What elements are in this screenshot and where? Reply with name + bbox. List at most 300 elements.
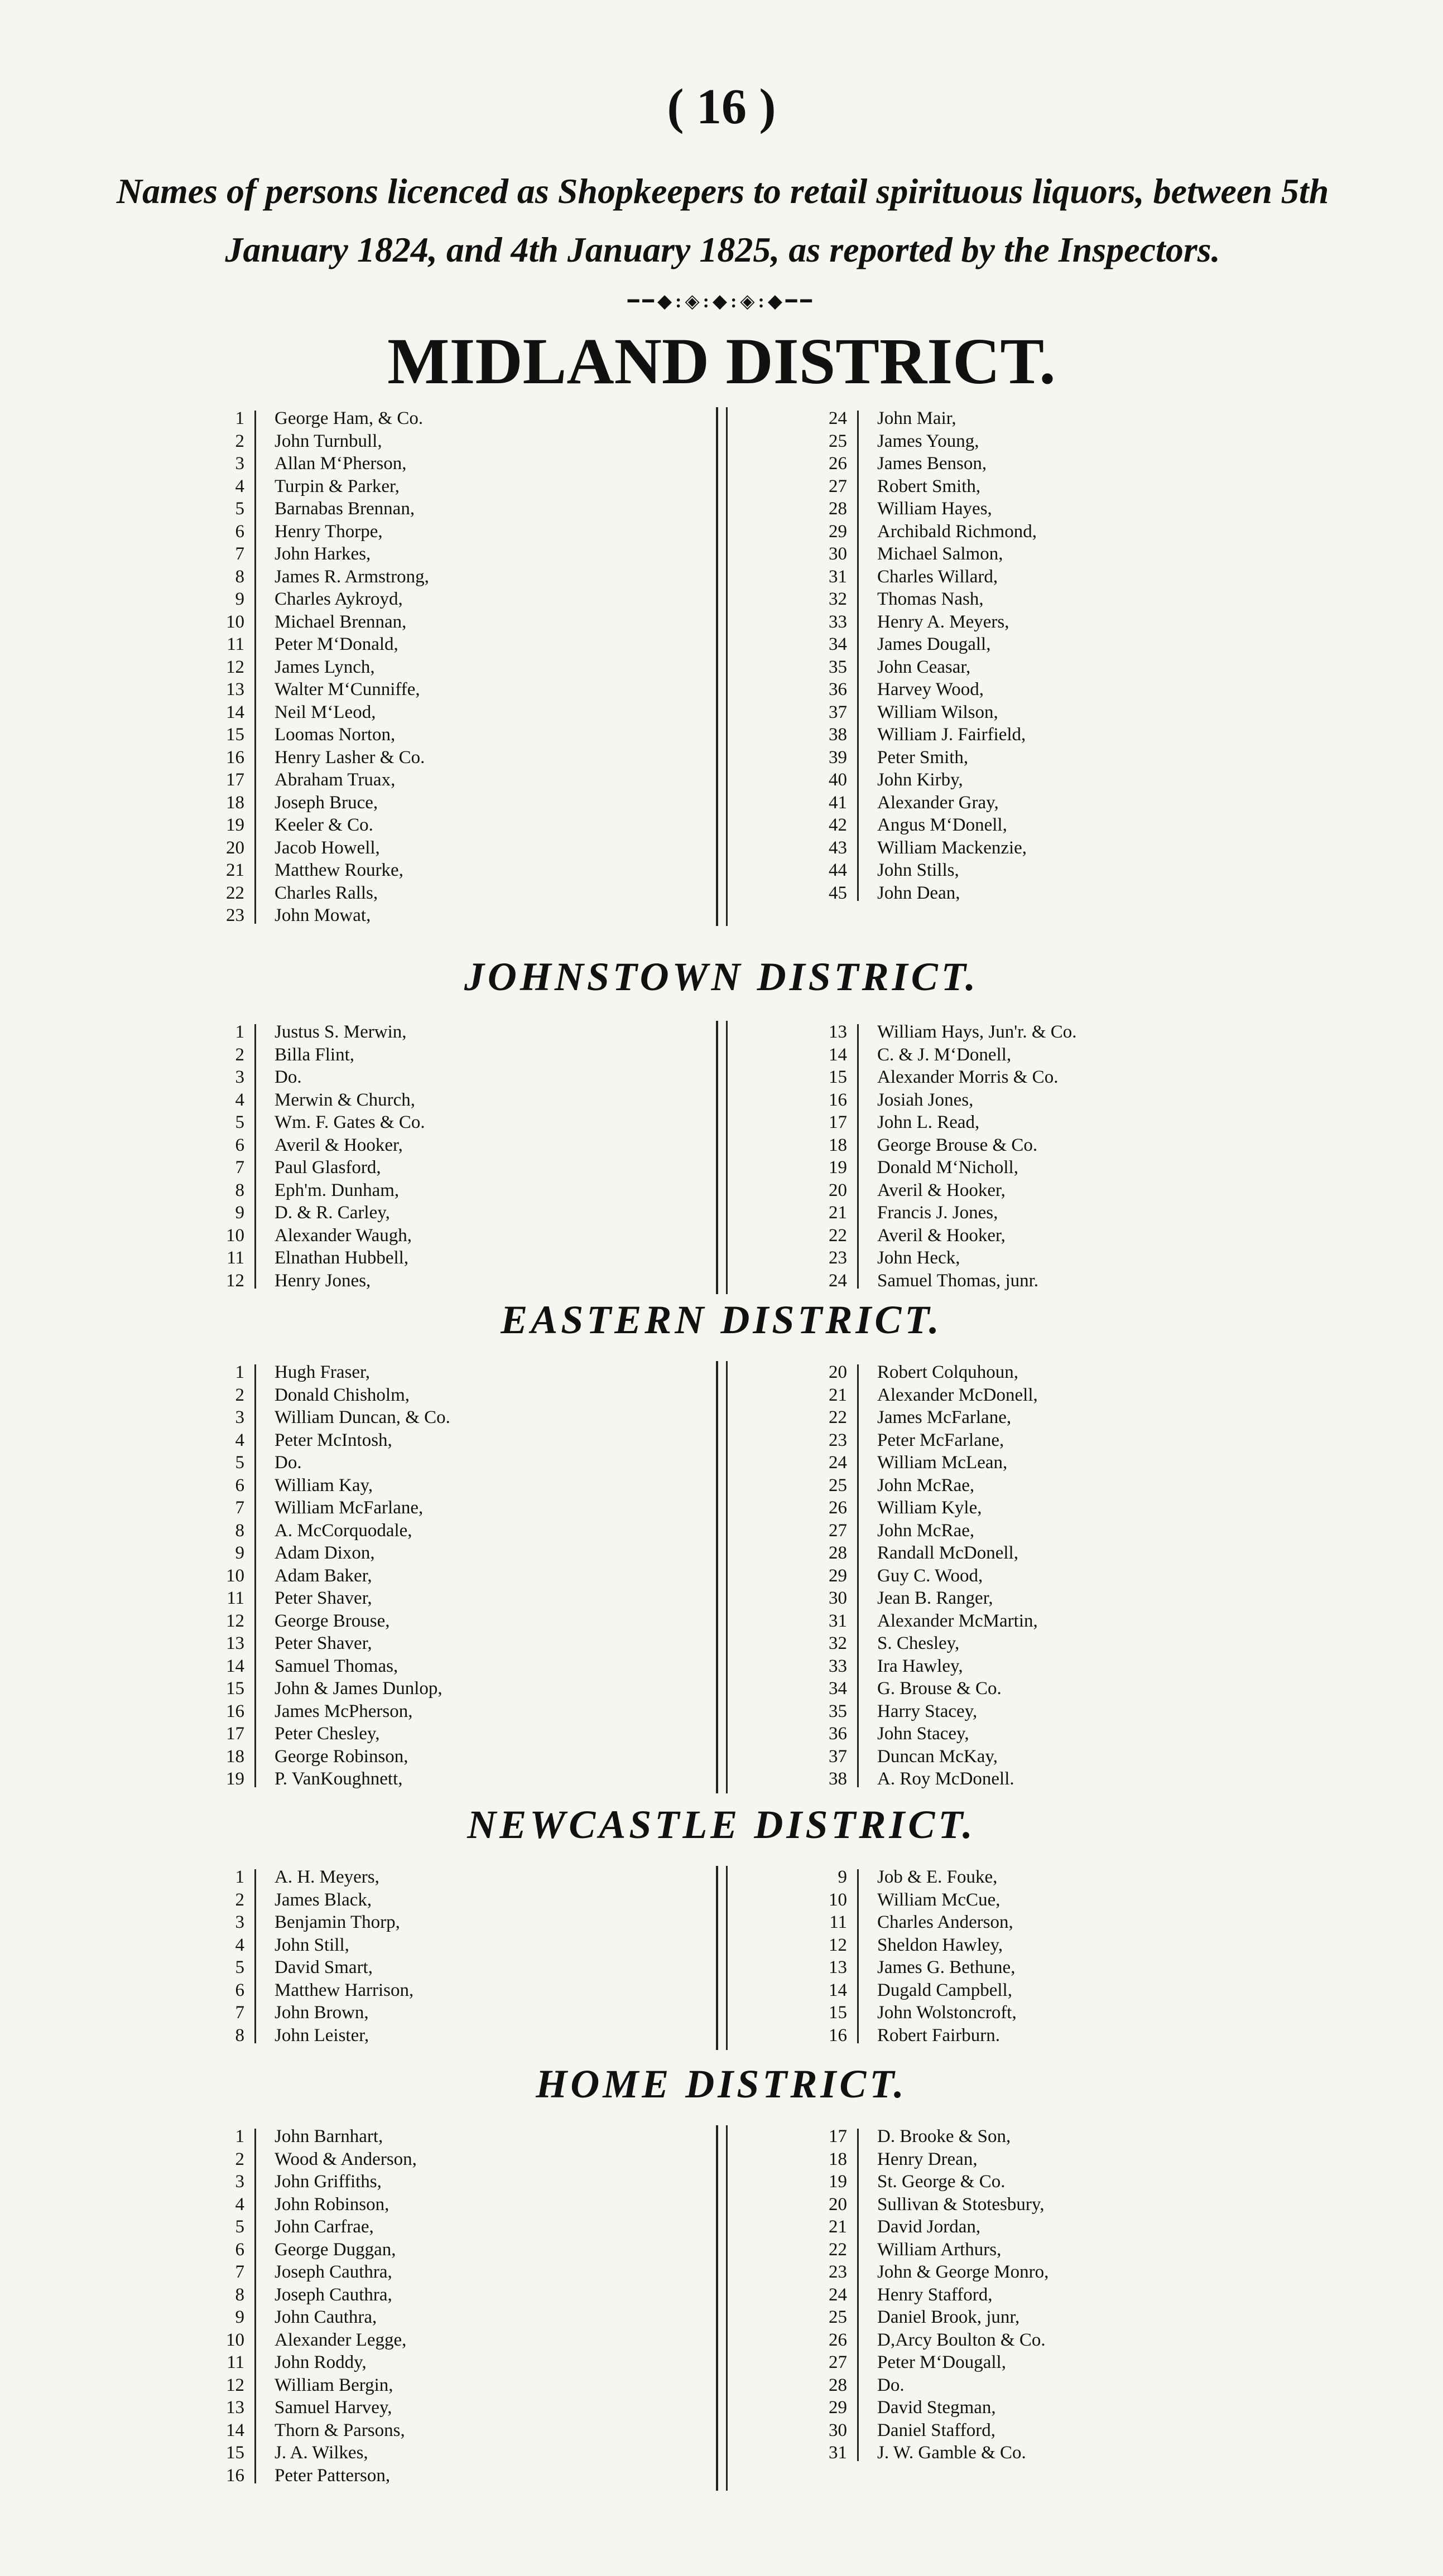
entry-number: 8 bbox=[235, 2025, 244, 2046]
list-item bbox=[212, 1587, 714, 1610]
list-item bbox=[212, 1956, 714, 1979]
johnstown-left-list bbox=[212, 1021, 714, 1292]
list-item bbox=[815, 2193, 1317, 2216]
licensee-name: David Jordan, bbox=[877, 2217, 981, 2237]
licensee-name: John Mowat, bbox=[275, 905, 371, 925]
list-item bbox=[212, 2284, 714, 2307]
entry-number: 37 bbox=[829, 702, 847, 722]
list-item bbox=[212, 2216, 714, 2239]
list-item bbox=[815, 1565, 1317, 1588]
licensee-name: Samuel Harvey, bbox=[275, 2397, 392, 2418]
entry-number: 30 bbox=[829, 544, 847, 564]
list-item bbox=[212, 1156, 714, 1179]
list-item bbox=[815, 543, 1317, 566]
entry-number: 3 bbox=[235, 1912, 244, 1932]
licensee-name: Robert Fairburn. bbox=[877, 2025, 1000, 2046]
licensee-name: Henry Thorpe, bbox=[275, 521, 383, 542]
entry-number: 25 bbox=[829, 1475, 847, 1496]
list-item bbox=[815, 859, 1317, 882]
entry-number: 14 bbox=[226, 702, 244, 722]
list-item bbox=[815, 1542, 1317, 1565]
licensee-name: Peter McFarlane, bbox=[877, 1430, 1004, 1450]
entry-number: 11 bbox=[227, 2352, 244, 2372]
entry-number: 20 bbox=[829, 1180, 847, 1200]
entry-number: 1 bbox=[235, 1867, 244, 1887]
list-item bbox=[815, 1632, 1317, 1655]
list-item bbox=[212, 2396, 714, 2419]
list-item bbox=[212, 1632, 714, 1655]
licensee-name: Jean B. Ranger, bbox=[877, 1588, 993, 1608]
list-item bbox=[815, 2419, 1317, 2442]
entry-number: 21 bbox=[829, 1203, 847, 1223]
list-item bbox=[815, 1202, 1317, 1224]
entry-number: 28 bbox=[829, 2375, 847, 2395]
list-item bbox=[815, 1519, 1317, 1542]
list-item bbox=[212, 1979, 714, 2002]
list-item bbox=[212, 566, 714, 588]
district-title-johnstown: JOHNSTOWN DISTRICT. bbox=[464, 954, 979, 999]
list-item bbox=[815, 1156, 1317, 1179]
list-item bbox=[815, 1134, 1317, 1157]
list-item bbox=[212, 2306, 714, 2329]
entry-number: 8 bbox=[235, 1520, 244, 1541]
list-item bbox=[815, 2261, 1317, 2284]
entry-number: 6 bbox=[235, 521, 244, 542]
list-item bbox=[212, 520, 714, 543]
entry-number: 4 bbox=[235, 1089, 244, 1110]
list-item bbox=[212, 1655, 714, 1678]
list-item bbox=[212, 1542, 714, 1565]
list-item bbox=[815, 2170, 1317, 2193]
entry-number: 15 bbox=[226, 1678, 244, 1699]
licensee-name: David Smart, bbox=[275, 1957, 373, 1977]
licensee-name: James Lynch, bbox=[275, 657, 375, 677]
list-item bbox=[212, 430, 714, 453]
licensee-name: Daniel Stafford, bbox=[877, 2420, 996, 2440]
entry-number: 13 bbox=[226, 1633, 244, 1653]
entry-number: 10 bbox=[226, 1225, 244, 1246]
list-item bbox=[815, 588, 1317, 611]
entry-number: 5 bbox=[235, 1112, 244, 1132]
list-item bbox=[212, 1134, 714, 1157]
entry-number: 2 bbox=[235, 1385, 244, 1405]
home-right-list bbox=[815, 2125, 1317, 2464]
list-item bbox=[815, 2216, 1317, 2239]
licensee-name: William J. Fairfield, bbox=[877, 725, 1026, 745]
list-item bbox=[212, 588, 714, 611]
list-item bbox=[815, 1723, 1317, 1745]
entry-number: 20 bbox=[829, 1362, 847, 1382]
entry-number: 14 bbox=[829, 1980, 847, 2000]
district-title-eastern: EASTERN DISTRICT. bbox=[501, 1297, 942, 1342]
list-item bbox=[815, 1979, 1317, 2002]
list-item bbox=[815, 1497, 1317, 1519]
licensee-name: John L. Read, bbox=[877, 1112, 980, 1132]
entry-number: 17 bbox=[226, 1724, 244, 1744]
licensee-name: James R. Armstrong, bbox=[275, 566, 429, 587]
licensee-name: Peter Smith, bbox=[877, 747, 969, 768]
list-item bbox=[212, 407, 714, 430]
licensee-name: D,Arcy Boulton & Co. bbox=[877, 2329, 1046, 2350]
list-item bbox=[212, 1384, 714, 1407]
list-item bbox=[212, 1270, 714, 1292]
licensee-name: James McFarlane, bbox=[877, 1407, 1012, 1427]
licensee-name: John Harkes, bbox=[275, 544, 371, 564]
list-item bbox=[815, 1066, 1317, 1089]
list-item bbox=[212, 2374, 714, 2397]
licensee-name: William Wilson, bbox=[877, 702, 998, 722]
entry-number: 7 bbox=[235, 544, 244, 564]
list-item bbox=[815, 633, 1317, 656]
licensee-name: Alexander Legge, bbox=[275, 2329, 407, 2350]
column-divider bbox=[716, 1021, 728, 1294]
licensee-name: Joseph Bruce, bbox=[275, 792, 378, 813]
list-item bbox=[212, 656, 714, 679]
licensee-name: Henry Drean, bbox=[877, 2149, 978, 2169]
column-divider bbox=[716, 2125, 728, 2491]
entry-number: 9 bbox=[838, 1867, 847, 1887]
list-item bbox=[212, 2024, 714, 2047]
licensee-name: Duncan McKay, bbox=[877, 1746, 998, 1767]
list-item bbox=[815, 723, 1317, 746]
licensee-name: Samuel Thomas, bbox=[275, 1656, 398, 1676]
list-item bbox=[212, 1451, 714, 1474]
list-item bbox=[815, 1270, 1317, 1292]
licensee-name: D. & R. Carley, bbox=[275, 1203, 390, 1223]
licensee-name: Francis J. Jones, bbox=[877, 1203, 998, 1223]
licensee-name: Sheldon Hawley, bbox=[877, 1935, 1003, 1955]
entry-number: 6 bbox=[235, 2239, 244, 2260]
list-item bbox=[815, 1866, 1317, 1889]
entry-number: 12 bbox=[226, 1270, 244, 1291]
list-item bbox=[815, 1044, 1317, 1067]
entry-number: 12 bbox=[829, 1935, 847, 1955]
list-item bbox=[815, 746, 1317, 769]
entry-number: 44 bbox=[829, 860, 847, 880]
entry-number: 39 bbox=[829, 747, 847, 768]
licensee-name: Benjamin Thorp, bbox=[275, 1912, 400, 1932]
licensee-name: Averil & Hooker, bbox=[877, 1180, 1006, 1200]
entry-number: 15 bbox=[829, 2003, 847, 2023]
list-item bbox=[815, 407, 1317, 430]
list-item bbox=[815, 1956, 1317, 1979]
eastern-right-list bbox=[815, 1361, 1317, 1791]
entry-number: 20 bbox=[226, 837, 244, 858]
licensee-name: A. Roy McDonell. bbox=[877, 1769, 1014, 1789]
licensee-name: Henry A. Meyers, bbox=[877, 611, 1009, 632]
list-item bbox=[212, 1911, 714, 1934]
entry-number: 24 bbox=[829, 408, 847, 428]
licensee-name: Guy C. Wood, bbox=[877, 1565, 983, 1586]
licensee-name: Neil M‘Leod, bbox=[275, 702, 376, 722]
list-item bbox=[815, 430, 1317, 453]
entry-number: 25 bbox=[829, 2307, 847, 2327]
list-item bbox=[815, 1111, 1317, 1134]
list-item bbox=[815, 2351, 1317, 2374]
district-title-midland: MIDLAND DISTRICT. bbox=[387, 325, 1056, 398]
entry-number: 3 bbox=[235, 454, 244, 474]
entry-number: 5 bbox=[235, 499, 244, 519]
entry-number: 10 bbox=[829, 1889, 847, 1910]
licensee-name: John Dean, bbox=[877, 882, 960, 903]
entry-number: 4 bbox=[235, 476, 244, 496]
entry-number: 9 bbox=[235, 589, 244, 609]
licensee-name: Peter Shaver, bbox=[275, 1588, 372, 1608]
list-item bbox=[815, 2125, 1317, 2148]
licensee-name: George Brouse, bbox=[275, 1610, 390, 1631]
licensee-name: Peter M‘Dougall, bbox=[877, 2352, 1006, 2372]
list-item bbox=[815, 1406, 1317, 1429]
licensee-name: Henry Jones, bbox=[275, 1270, 371, 1291]
entry-number: 7 bbox=[235, 1157, 244, 1178]
entry-number: 45 bbox=[829, 882, 847, 903]
list-item bbox=[815, 452, 1317, 475]
entry-number: 17 bbox=[829, 2126, 847, 2146]
licensee-name: John Barnhart, bbox=[275, 2126, 383, 2146]
licensee-name: Josiah Jones, bbox=[877, 1089, 974, 1110]
licensee-name: Henry Lasher & Co. bbox=[275, 747, 425, 768]
entry-number: 16 bbox=[226, 2465, 244, 2486]
licensee-name: Charles Aykroyd, bbox=[275, 589, 403, 609]
licensee-name: Angus M‘Donell, bbox=[877, 815, 1007, 835]
page-heading bbox=[78, 162, 1367, 279]
licensee-name: Paul Glasford, bbox=[275, 1157, 381, 1178]
licensee-name: Ira Hawley, bbox=[877, 1656, 963, 1676]
licensee-name: John Heck, bbox=[877, 1248, 960, 1268]
licensee-name: Alexander McDonell, bbox=[877, 1385, 1038, 1405]
list-item bbox=[815, 611, 1317, 634]
list-item bbox=[815, 2442, 1317, 2464]
list-item bbox=[815, 678, 1317, 701]
entry-number: 17 bbox=[829, 1112, 847, 1132]
entry-number: 16 bbox=[829, 2025, 847, 2046]
entry-number: 10 bbox=[226, 2329, 244, 2350]
list-item bbox=[212, 2193, 714, 2216]
list-item bbox=[212, 1610, 714, 1633]
licensee-name: James Benson, bbox=[877, 454, 987, 474]
licensee-name: William Arthurs, bbox=[877, 2239, 1002, 2260]
list-item bbox=[212, 1044, 714, 1067]
licensee-name: Peter M‘Donald, bbox=[275, 634, 398, 654]
entry-number: 7 bbox=[235, 1498, 244, 1518]
list-item bbox=[815, 1474, 1317, 1497]
licensee-name: Sullivan & Stotesbury, bbox=[877, 2194, 1045, 2215]
entry-number: 12 bbox=[226, 657, 244, 677]
licensee-name: Abraham Truax, bbox=[275, 770, 396, 790]
licensee-name: Charles Willard, bbox=[877, 566, 998, 587]
entry-number: 34 bbox=[829, 1678, 847, 1699]
licensee-name: Do. bbox=[275, 1067, 302, 1087]
licensee-name: Jacob Howell, bbox=[275, 837, 380, 858]
licensee-name: Archibald Richmond, bbox=[877, 521, 1037, 542]
licensee-name: Turpin & Parker, bbox=[275, 476, 400, 496]
licensee-name: Barnabas Brennan, bbox=[275, 499, 415, 519]
list-item bbox=[212, 859, 714, 882]
entry-number: 28 bbox=[829, 1543, 847, 1563]
licensee-name: John Leister, bbox=[275, 2025, 369, 2046]
entry-number: 4 bbox=[235, 1430, 244, 1450]
list-item bbox=[815, 1429, 1317, 1452]
entry-number: 26 bbox=[829, 454, 847, 474]
licensee-name: Joseph Cauthra, bbox=[275, 2262, 392, 2282]
list-item bbox=[212, 792, 714, 814]
list-item bbox=[212, 2351, 714, 2374]
licensee-name: William McLean, bbox=[877, 1453, 1008, 1473]
licensee-name: Donald M‘Nicholl, bbox=[877, 1157, 1018, 1178]
list-item bbox=[212, 746, 714, 769]
entry-number: 2 bbox=[235, 1044, 244, 1065]
entry-number: 16 bbox=[226, 747, 244, 768]
licensee-name: S. Chesley, bbox=[877, 1633, 960, 1653]
entry-number: 21 bbox=[226, 860, 244, 880]
licensee-name: Thorn & Parsons, bbox=[275, 2420, 405, 2440]
licensee-name: G. Brouse & Co. bbox=[877, 1678, 1002, 1699]
heading-line-2: January 1824, and 4th January 1825, as reported by the Inspectors. bbox=[225, 230, 1220, 269]
licensee-name: Michael Salmon, bbox=[877, 544, 1003, 564]
licensee-name: James Black, bbox=[275, 1889, 372, 1910]
list-item bbox=[212, 1361, 714, 1384]
list-item bbox=[212, 543, 714, 566]
list-item bbox=[815, 566, 1317, 588]
licensee-name: David Stegman, bbox=[877, 2397, 996, 2418]
licensee-name: C. & J. M‘Donell, bbox=[877, 1044, 1012, 1065]
entry-number: 38 bbox=[829, 1769, 847, 1789]
list-item bbox=[815, 1361, 1317, 1384]
list-item bbox=[212, 1565, 714, 1588]
list-item bbox=[212, 2419, 714, 2442]
entry-number: 24 bbox=[829, 1453, 847, 1473]
entry-number: 7 bbox=[235, 2262, 244, 2282]
list-item bbox=[815, 520, 1317, 543]
licensee-name: James Young, bbox=[877, 431, 979, 451]
entry-number: 18 bbox=[829, 1135, 847, 1155]
licensee-name: St. George & Co. bbox=[877, 2172, 1006, 2192]
district-title-home: HOME DISTRICT. bbox=[536, 2062, 907, 2106]
entry-number: 43 bbox=[829, 837, 847, 858]
list-item bbox=[212, 2442, 714, 2464]
licensee-name: Averil & Hooker, bbox=[275, 1135, 403, 1155]
entry-number: 29 bbox=[829, 1565, 847, 1586]
entry-number: 11 bbox=[227, 1248, 244, 1268]
licensee-name: Peter Shaver, bbox=[275, 1633, 372, 1653]
entry-number: 30 bbox=[829, 2420, 847, 2440]
entry-number: 10 bbox=[226, 1565, 244, 1586]
home-left-list bbox=[212, 2125, 714, 2487]
licensee-name: Alexander McMartin, bbox=[877, 1610, 1038, 1631]
entry-number: 29 bbox=[829, 521, 847, 542]
newcastle-right-list bbox=[815, 1866, 1317, 2047]
entry-number: 18 bbox=[226, 792, 244, 813]
list-item bbox=[212, 769, 714, 792]
entry-number: 5 bbox=[235, 2217, 244, 2237]
list-item bbox=[815, 1610, 1317, 1633]
entry-number: 3 bbox=[235, 1067, 244, 1087]
entry-number: 33 bbox=[829, 1656, 847, 1676]
licensee-name: Joseph Cauthra, bbox=[275, 2284, 392, 2305]
licensee-name: James G. Bethune, bbox=[877, 1957, 1016, 1977]
licensee-name: Walter M‘Cunniffe, bbox=[275, 679, 420, 700]
licensee-name: James Dougall, bbox=[877, 634, 991, 654]
list-item bbox=[212, 2239, 714, 2261]
entry-number: 32 bbox=[829, 589, 847, 609]
licensee-name: Hugh Fraser, bbox=[275, 1362, 370, 1382]
list-item bbox=[212, 678, 714, 701]
licensee-name: Robert Smith, bbox=[877, 476, 981, 496]
entry-number: 27 bbox=[829, 2352, 847, 2372]
licensee-name: A. H. Meyers, bbox=[275, 1867, 379, 1887]
list-item bbox=[815, 701, 1317, 724]
list-item bbox=[212, 814, 714, 837]
list-item bbox=[815, 1934, 1317, 1957]
entry-number: 28 bbox=[829, 499, 847, 519]
entry-number: 27 bbox=[829, 476, 847, 496]
licensee-name: John Mair, bbox=[877, 408, 956, 428]
list-item bbox=[212, 837, 714, 860]
entry-number: 35 bbox=[829, 1701, 847, 1721]
list-item bbox=[212, 904, 714, 927]
list-item bbox=[815, 475, 1317, 498]
licensee-name: Wm. F. Gates & Co. bbox=[275, 1112, 425, 1132]
list-item bbox=[815, 882, 1317, 905]
entry-number: 10 bbox=[226, 611, 244, 632]
list-item bbox=[815, 1179, 1317, 1202]
licensee-name: Thomas Nash, bbox=[877, 589, 984, 609]
licensee-name: Alexander Waugh, bbox=[275, 1225, 412, 1246]
licensee-name: George Duggan, bbox=[275, 2239, 396, 2260]
licensee-name: Charles Anderson, bbox=[877, 1912, 1013, 1932]
entry-number: 14 bbox=[829, 1044, 847, 1065]
licensee-name: Do. bbox=[275, 1453, 302, 1473]
licensee-name: Billa Flint, bbox=[275, 1044, 355, 1065]
list-item bbox=[212, 1700, 714, 1723]
entry-number: 13 bbox=[829, 1022, 847, 1042]
list-item bbox=[815, 2284, 1317, 2307]
licensee-name: Peter Chesley, bbox=[275, 1724, 380, 1744]
entry-number: 38 bbox=[829, 725, 847, 745]
licensee-name: John Roddy, bbox=[275, 2352, 367, 2372]
list-item bbox=[212, 1723, 714, 1745]
licensee-name: George Robinson, bbox=[275, 1746, 408, 1767]
entry-number: 22 bbox=[829, 2239, 847, 2260]
entry-number: 5 bbox=[235, 1957, 244, 1977]
midland-left-list bbox=[212, 407, 714, 927]
column-divider bbox=[716, 1361, 728, 1793]
list-item bbox=[212, 1179, 714, 1202]
list-item bbox=[212, 1745, 714, 1768]
list-item bbox=[815, 2306, 1317, 2329]
list-item bbox=[212, 882, 714, 905]
licensee-name: John Stills, bbox=[877, 860, 959, 880]
list-item bbox=[815, 498, 1317, 520]
licensee-name: John Kirby, bbox=[877, 770, 963, 790]
entry-number: 1 bbox=[235, 1362, 244, 1382]
entry-number: 14 bbox=[226, 2420, 244, 2440]
entry-number: 19 bbox=[226, 1769, 244, 1789]
entry-number: 1 bbox=[235, 1022, 244, 1042]
entry-number: 6 bbox=[235, 1980, 244, 2000]
licensee-name: Adam Baker, bbox=[275, 1565, 372, 1586]
entry-number: 34 bbox=[829, 634, 847, 654]
licensee-name: William Bergin, bbox=[275, 2375, 393, 2395]
licensee-name: William McFarlane, bbox=[275, 1498, 424, 1518]
entry-number: 19 bbox=[829, 1157, 847, 1178]
list-item bbox=[212, 1111, 714, 1134]
list-item bbox=[815, 1247, 1317, 1270]
entry-number: 24 bbox=[829, 2284, 847, 2305]
entry-number: 2 bbox=[235, 1889, 244, 1910]
licensee-name: Averil & Hooker, bbox=[877, 1225, 1006, 1246]
list-item bbox=[212, 2170, 714, 2193]
